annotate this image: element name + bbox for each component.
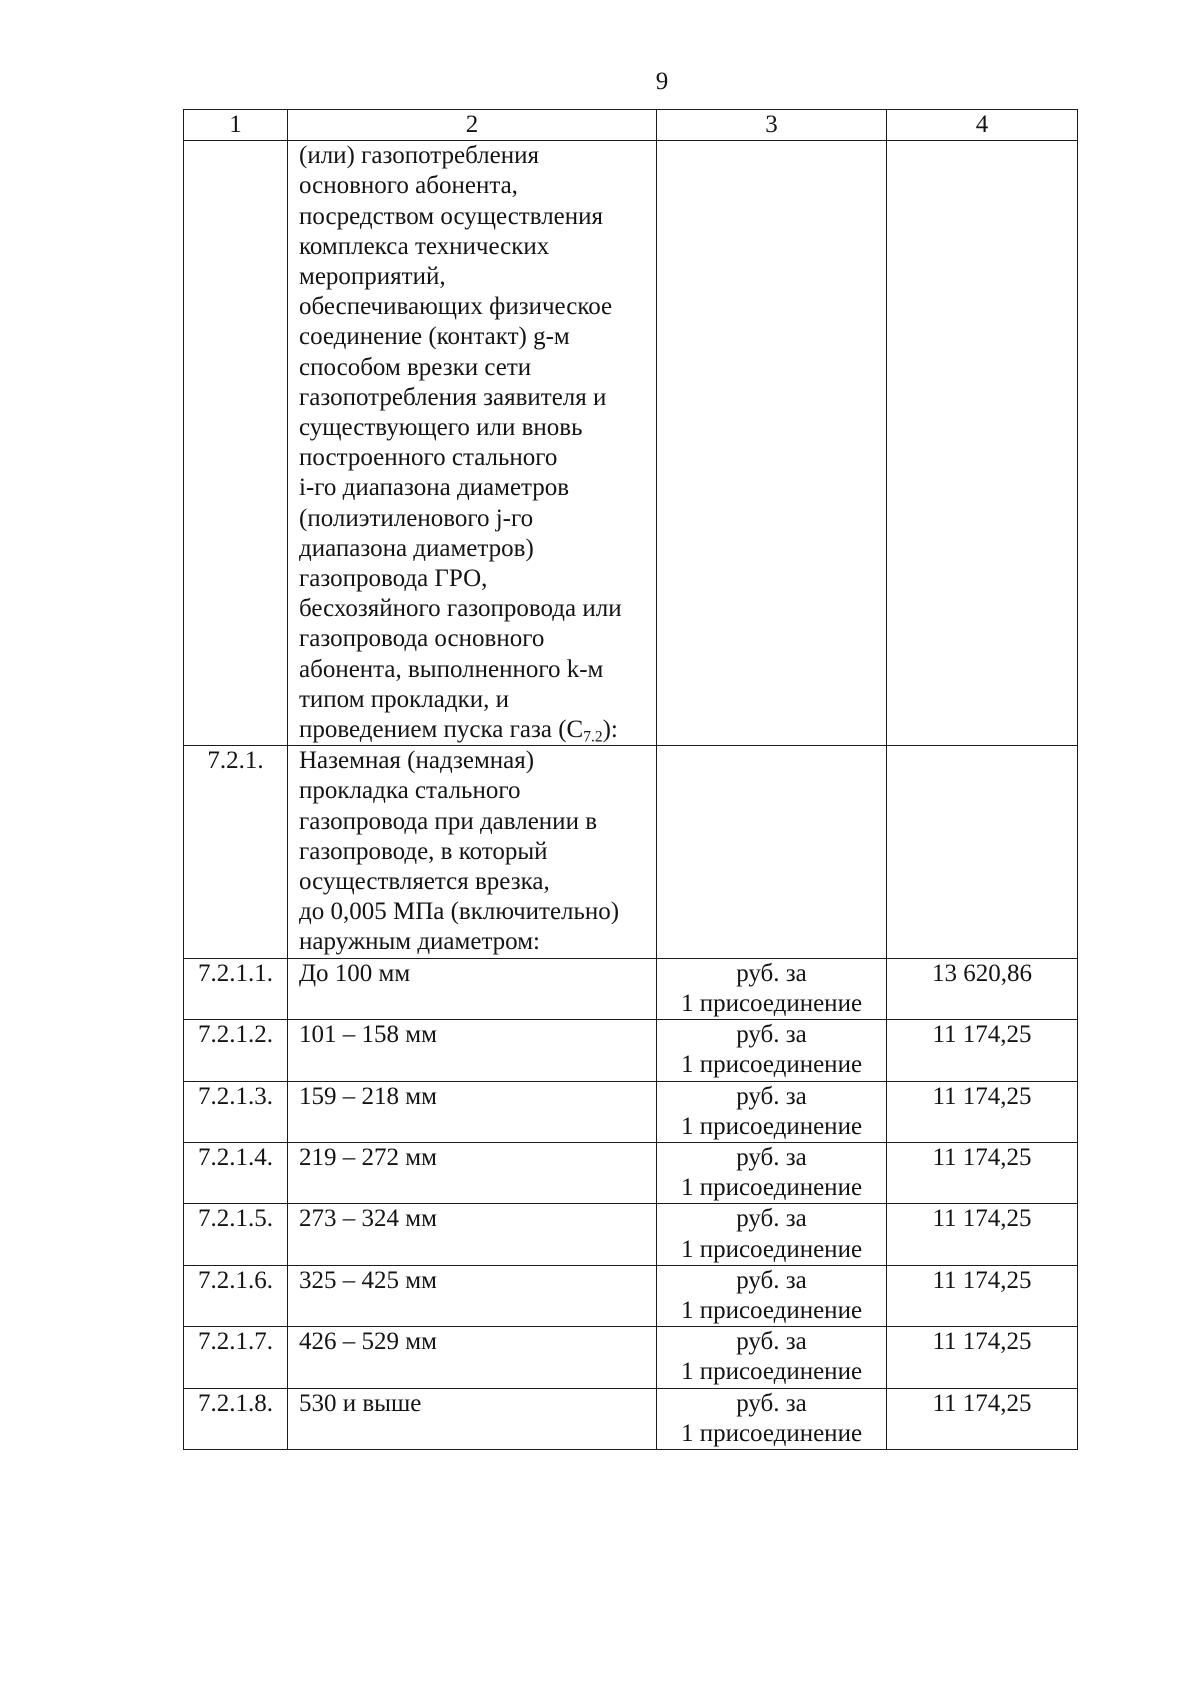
description-line: построенного стального bbox=[299, 444, 558, 472]
table-row bbox=[184, 1020, 1078, 1081]
cell-number: 7.2.1.2. bbox=[184, 1020, 288, 1081]
cell-number: 7.2.1.7. bbox=[184, 1327, 288, 1388]
cell-value: 11 174,25 bbox=[887, 1388, 1078, 1449]
description-line: газопотребления заявителя и bbox=[299, 383, 607, 411]
unit-line: руб. за bbox=[736, 1021, 807, 1049]
unit-line: 1 присоединение bbox=[680, 989, 863, 1017]
column-header-4: 4 bbox=[887, 110, 1078, 141]
cell-number: 7.2.1.1. bbox=[184, 958, 288, 1019]
description-tail: ): bbox=[602, 716, 618, 744]
description-text: проведением пуска газа (С bbox=[299, 716, 584, 744]
cell-number: 7.2.1.3. bbox=[184, 1081, 288, 1142]
cell-description: 101 – 158 мм bbox=[288, 1020, 657, 1081]
table-row bbox=[184, 958, 1078, 1019]
cell-unit bbox=[657, 141, 887, 746]
cell-unit bbox=[657, 746, 887, 958]
unit-line: руб. за bbox=[736, 1389, 807, 1417]
description-line: прокладка стального bbox=[299, 777, 521, 805]
table-row-section bbox=[184, 746, 1078, 958]
unit-line: 1 присоединение bbox=[680, 1296, 863, 1324]
column-header-2: 2 bbox=[288, 110, 657, 141]
unit-line: 1 присоединение bbox=[680, 1419, 863, 1447]
description-line: бесхозяйного газопровода или bbox=[299, 595, 622, 623]
cell-value: 11 174,25 bbox=[887, 1265, 1078, 1326]
description-line: (полиэтиленового j-го bbox=[299, 504, 534, 532]
cell-description bbox=[288, 141, 657, 746]
formula-subscript: 7.2 bbox=[583, 728, 603, 746]
description-line: i-го диапазона диаметров bbox=[299, 474, 570, 502]
cell-value: 11 174,25 bbox=[887, 1081, 1078, 1142]
description-line: (или) газопотребления bbox=[299, 142, 540, 170]
table-row bbox=[184, 1204, 1078, 1265]
cell-description: 159 – 218 мм bbox=[288, 1081, 657, 1142]
description-line: осуществляется врезка, bbox=[299, 868, 550, 896]
unit-line: 1 присоединение bbox=[680, 1174, 863, 1202]
unit-line: руб. за bbox=[736, 1205, 807, 1233]
unit-line: 1 присоединение bbox=[680, 1358, 863, 1386]
description-line: основного абонента, bbox=[299, 172, 518, 200]
unit-line: 1 присоединение bbox=[680, 1051, 863, 1079]
table-row bbox=[184, 1327, 1078, 1388]
column-header-3: 3 bbox=[657, 110, 887, 141]
table-row bbox=[184, 1142, 1078, 1203]
table-row bbox=[184, 1081, 1078, 1142]
description-line: посредством осуществления bbox=[299, 202, 604, 230]
cell-unit bbox=[657, 958, 887, 1019]
description-line: абонента, выполненного k-м bbox=[299, 655, 604, 683]
description-line: наружным диаметром: bbox=[299, 928, 540, 956]
cell-value: 13 620,86 bbox=[887, 958, 1078, 1019]
description-line: Наземная (надземная) bbox=[299, 747, 535, 775]
cell-description: 219 – 272 мм bbox=[288, 1142, 657, 1203]
cell-unit bbox=[657, 1020, 887, 1081]
cell-unit bbox=[657, 1142, 887, 1203]
description-line: соединение (контакт) g-м bbox=[299, 323, 570, 351]
cell-number: 7.2.1.6. bbox=[184, 1265, 288, 1326]
header-row bbox=[184, 110, 1078, 141]
tariff-table bbox=[183, 109, 1078, 1450]
unit-line: руб. за bbox=[736, 1266, 807, 1294]
unit-line: руб. за bbox=[736, 1082, 807, 1110]
cell-number: 7.2.1. bbox=[184, 746, 288, 958]
description-line: существующего или вновь bbox=[299, 414, 583, 442]
description-line: мероприятий, bbox=[299, 263, 446, 291]
cell-description: До 100 мм bbox=[288, 958, 657, 1019]
cell-number: 7.2.1.8. bbox=[184, 1388, 288, 1449]
description-line: газопровода основного bbox=[299, 625, 545, 653]
cell-unit bbox=[657, 1388, 887, 1449]
unit-line: руб. за bbox=[736, 959, 807, 987]
cell-description: 325 – 425 мм bbox=[288, 1265, 657, 1326]
cell-value: 11 174,25 bbox=[887, 1142, 1078, 1203]
cell-number: 7.2.1.5. bbox=[184, 1204, 288, 1265]
cell-value: 11 174,25 bbox=[887, 1020, 1078, 1081]
cell-value: 11 174,25 bbox=[887, 1327, 1078, 1388]
description-line: газопровода при давлении в bbox=[299, 807, 597, 835]
page-number: 9 bbox=[655, 68, 669, 95]
description-line: комплекса технических bbox=[299, 232, 550, 260]
unit-line: 1 присоединение bbox=[680, 1112, 863, 1140]
description-line bbox=[299, 715, 656, 745]
table-body bbox=[184, 110, 1078, 1450]
table-row bbox=[184, 1388, 1078, 1449]
unit-line: руб. за bbox=[736, 1328, 807, 1356]
cell-description: 530 и выше bbox=[288, 1388, 657, 1449]
cell-value: 11 174,25 bbox=[887, 1204, 1078, 1265]
column-header-1: 1 bbox=[184, 110, 288, 141]
cell-unit bbox=[657, 1081, 887, 1142]
table-row-continuation bbox=[184, 141, 1078, 746]
cell-unit bbox=[657, 1327, 887, 1388]
cell-number bbox=[184, 141, 288, 746]
description-line: газопроводе, в который bbox=[299, 837, 548, 865]
description-line: диапазона диаметров) bbox=[299, 534, 534, 562]
cell-description: 426 – 529 мм bbox=[288, 1327, 657, 1388]
cell-description bbox=[288, 746, 657, 958]
cell-value bbox=[887, 746, 1078, 958]
description-line: газопровода ГРО, bbox=[299, 565, 488, 593]
table-row bbox=[184, 1265, 1078, 1326]
cell-value bbox=[887, 141, 1078, 746]
description-line: обеспечивающих физическое bbox=[299, 293, 613, 321]
description-line: до 0,005 МПа (включительно) bbox=[299, 898, 620, 926]
unit-line: руб. за bbox=[736, 1143, 807, 1171]
cell-description: 273 – 324 мм bbox=[288, 1204, 657, 1265]
description-line: способом врезки сети bbox=[299, 353, 532, 381]
unit-line: 1 присоединение bbox=[680, 1235, 863, 1263]
cell-unit bbox=[657, 1204, 887, 1265]
description-line: типом прокладки, и bbox=[299, 685, 509, 713]
cell-number: 7.2.1.4. bbox=[184, 1142, 288, 1203]
cell-unit bbox=[657, 1265, 887, 1326]
